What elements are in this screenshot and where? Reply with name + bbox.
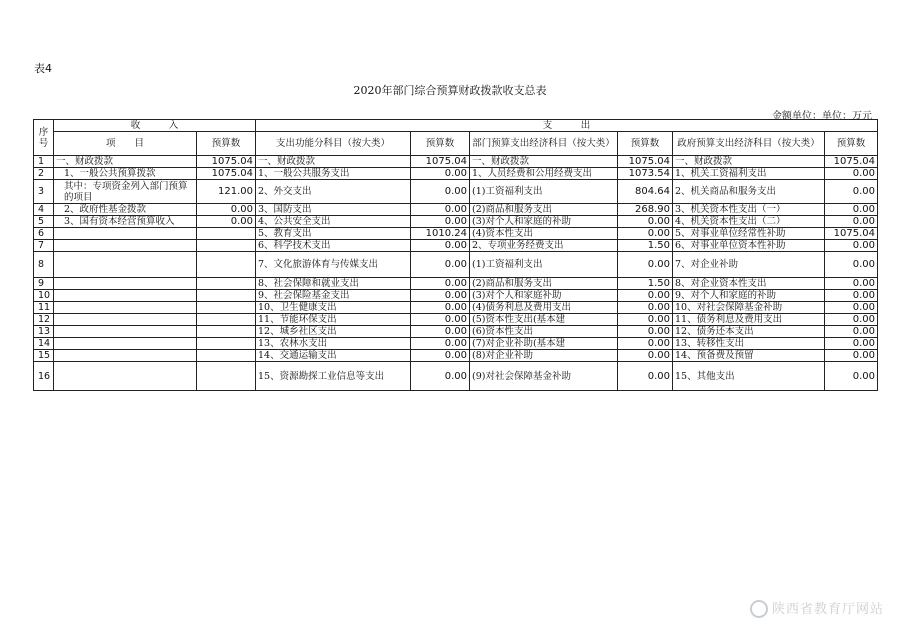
income-item	[54, 362, 197, 391]
header-row-1	[34, 120, 878, 132]
gov-budget: 1075.04	[825, 228, 878, 240]
income-item	[54, 314, 197, 326]
row-seq: 6	[34, 228, 54, 240]
dept-budget: 0.00	[618, 326, 673, 338]
gov-econ: 3、机关资本性支出（一）	[673, 204, 825, 216]
func-budget: 1075.04	[411, 156, 470, 168]
row-seq: 5	[34, 216, 54, 228]
func-subject: 15、资源勘探工业信息等支出	[256, 362, 411, 391]
gov-econ: 9、对个人和家庭的补助	[673, 290, 825, 302]
income-budget: 1075.04	[197, 168, 256, 180]
watermark: 陕西省教育厅网站	[750, 598, 884, 619]
dept-budget: 1.50	[618, 240, 673, 252]
func-budget: 1010.24	[411, 228, 470, 240]
row-seq: 4	[34, 204, 54, 216]
func-subject: 6、科学技术支出	[256, 240, 411, 252]
dept-econ: (1)工资福利支出	[470, 180, 618, 204]
func-budget: 0.00	[411, 204, 470, 216]
dept-econ: (2)商品和服务支出	[470, 204, 618, 216]
gov-econ: 4、机关资本性支出（二）	[673, 216, 825, 228]
func-subject: 一、财政拨款	[256, 156, 411, 168]
income-budget	[197, 240, 256, 252]
table-row	[34, 228, 878, 240]
gov-econ: 6、对事业单位资本性补助	[673, 240, 825, 252]
income-item	[54, 350, 197, 362]
gov-econ: 15、其他支出	[673, 362, 825, 391]
table-row	[34, 350, 878, 362]
dept-econ: (2)商品和服务支出	[470, 278, 618, 290]
income-budget: 121.00	[197, 180, 256, 204]
func-budget: 0.00	[411, 302, 470, 314]
table-row	[34, 362, 878, 391]
func-subject: 13、农林水支出	[256, 338, 411, 350]
gov-econ: 一、财政拨款	[673, 156, 825, 168]
income-budget	[197, 350, 256, 362]
func-budget: 0.00	[411, 338, 470, 350]
gov-econ: 14、预备费及预留	[673, 350, 825, 362]
row-seq: 2	[34, 168, 54, 180]
income-budget	[197, 362, 256, 391]
row-seq: 11	[34, 302, 54, 314]
table-row	[34, 216, 878, 228]
dept-budget: 0.00	[618, 252, 673, 278]
func-subject: 10、卫生健康支出	[256, 302, 411, 314]
dept-econ: (9)对社会保障基金补助	[470, 362, 618, 391]
gov-budget: 0.00	[825, 204, 878, 216]
func-subject: 4、公共安全支出	[256, 216, 411, 228]
gov-econ: 7、对企业补助	[673, 252, 825, 278]
dept-econ: (5)资本性支出(基本建	[470, 314, 618, 326]
dept-econ: (3)对个人和家庭补助	[470, 290, 618, 302]
func-budget: 0.00	[411, 252, 470, 278]
gov-econ: 13、转移性支出	[673, 338, 825, 350]
dept-budget: 1073.54	[618, 168, 673, 180]
table-row	[34, 156, 878, 168]
func-budget: 0.00	[411, 314, 470, 326]
header-seq: 序号	[34, 120, 54, 156]
func-budget: 0.00	[411, 168, 470, 180]
header-item: 项 目	[54, 132, 197, 156]
dept-budget: 804.64	[618, 180, 673, 204]
income-budget: 1075.04	[197, 156, 256, 168]
dept-budget: 0.00	[618, 314, 673, 326]
dept-econ: (3)对个人和家庭的补助	[470, 216, 618, 228]
row-seq: 13	[34, 326, 54, 338]
budget-table	[33, 119, 878, 391]
func-budget: 0.00	[411, 278, 470, 290]
row-seq: 15	[34, 350, 54, 362]
func-subject: 11、节能环保支出	[256, 314, 411, 326]
dept-econ: (7)对企业补助(基本建	[470, 338, 618, 350]
gov-budget: 0.00	[825, 302, 878, 314]
header-income: 收 入	[54, 120, 256, 132]
income-item: 其中：专项资金列入部门预算的项目	[54, 180, 197, 204]
table-row	[34, 326, 878, 338]
gov-econ: 5、对事业单位经常性补助	[673, 228, 825, 240]
row-seq: 7	[34, 240, 54, 252]
table-row	[34, 338, 878, 350]
header-dept-econ: 部门预算支出经济科目（按大类）	[470, 132, 618, 156]
gov-budget: 0.00	[825, 290, 878, 302]
gov-econ: 2、机关商品和服务支出	[673, 180, 825, 204]
row-seq: 14	[34, 338, 54, 350]
table-tag: 表4	[34, 62, 52, 75]
income-budget	[197, 290, 256, 302]
func-subject: 12、城乡社区支出	[256, 326, 411, 338]
income-item	[54, 338, 197, 350]
income-item	[54, 302, 197, 314]
func-budget: 0.00	[411, 216, 470, 228]
gov-econ: 11、债务利息及费用支出	[673, 314, 825, 326]
dept-budget: 0.00	[618, 362, 673, 391]
dept-budget: 1075.04	[618, 156, 673, 168]
dept-econ: (6)资本性支出	[470, 326, 618, 338]
dept-budget: 0.00	[618, 228, 673, 240]
gov-budget: 0.00	[825, 338, 878, 350]
dept-econ: 一、财政拨款	[470, 156, 618, 168]
table-row	[34, 204, 878, 216]
gov-budget: 0.00	[825, 252, 878, 278]
func-budget: 0.00	[411, 350, 470, 362]
func-subject: 2、外交支出	[256, 180, 411, 204]
income-budget: 0.00	[197, 204, 256, 216]
table-row	[34, 278, 878, 290]
table-row	[34, 240, 878, 252]
income-budget	[197, 278, 256, 290]
gov-budget: 0.00	[825, 216, 878, 228]
row-seq: 12	[34, 314, 54, 326]
dept-econ: (8)对企业补助	[470, 350, 618, 362]
income-item: 3、国有资本经营预算收入	[54, 216, 197, 228]
income-item: 2、政府性基金拨款	[54, 204, 197, 216]
income-item: 一、财政拨款	[54, 156, 197, 168]
dept-econ: (4)债务利息及费用支出	[470, 302, 618, 314]
func-subject: 3、国防支出	[256, 204, 411, 216]
header-budget-func: 预算数	[411, 132, 470, 156]
header-expense: 支 出	[256, 120, 878, 132]
func-subject: 7、文化旅游体育与传媒支出	[256, 252, 411, 278]
unit-label: 金额单位：单位：万元	[772, 111, 872, 122]
func-subject: 14、交通运输支出	[256, 350, 411, 362]
func-budget: 0.00	[411, 362, 470, 391]
header-budget-dept: 预算数	[618, 132, 673, 156]
func-subject: 8、社会保障和就业支出	[256, 278, 411, 290]
func-budget: 0.00	[411, 290, 470, 302]
row-seq: 9	[34, 278, 54, 290]
income-item	[54, 228, 197, 240]
income-budget	[197, 252, 256, 278]
income-budget	[197, 338, 256, 350]
income-budget	[197, 302, 256, 314]
func-subject: 5、教育支出	[256, 228, 411, 240]
dept-econ: 2、专项业务经费支出	[470, 240, 618, 252]
gov-budget: 0.00	[825, 278, 878, 290]
gov-budget: 0.00	[825, 326, 878, 338]
table-row	[34, 290, 878, 302]
dept-budget: 1.50	[618, 278, 673, 290]
gov-budget: 1075.04	[825, 156, 878, 168]
func-subject: 1、一般公共服务支出	[256, 168, 411, 180]
func-budget: 0.00	[411, 326, 470, 338]
dept-econ: (1)工资福利支出	[470, 252, 618, 278]
income-item	[54, 290, 197, 302]
emblem-icon	[750, 600, 768, 618]
gov-budget: 0.00	[825, 314, 878, 326]
income-item	[54, 240, 197, 252]
income-budget	[197, 326, 256, 338]
header-budget-gov: 预算数	[825, 132, 878, 156]
gov-budget: 0.00	[825, 168, 878, 180]
income-item	[54, 252, 197, 278]
gov-econ: 10、对社会保障基金补助	[673, 302, 825, 314]
gov-econ: 8、对企业资本性支出	[673, 278, 825, 290]
header-row-2	[34, 132, 878, 156]
dept-econ: (4)资本性支出	[470, 228, 618, 240]
income-item: 1、一般公共预算拨款	[54, 168, 197, 180]
func-budget: 0.00	[411, 180, 470, 204]
dept-budget: 0.00	[618, 216, 673, 228]
row-seq: 16	[34, 362, 54, 391]
gov-budget: 0.00	[825, 350, 878, 362]
table-row	[34, 180, 878, 204]
dept-budget: 0.00	[618, 350, 673, 362]
header-gov-econ: 政府预算支出经济科目（按大类）	[673, 132, 825, 156]
gov-econ: 12、债务还本支出	[673, 326, 825, 338]
gov-econ: 1、机关工资福利支出	[673, 168, 825, 180]
row-seq: 10	[34, 290, 54, 302]
row-seq: 1	[34, 156, 54, 168]
income-budget: 0.00	[197, 216, 256, 228]
table-row	[34, 252, 878, 278]
table-row	[34, 168, 878, 180]
row-seq: 8	[34, 252, 54, 278]
header-func-subject: 支出功能分科目（按大类）	[256, 132, 411, 156]
income-item	[54, 278, 197, 290]
header-budget-income: 预算数	[197, 132, 256, 156]
func-subject: 9、社会保险基金支出	[256, 290, 411, 302]
dept-budget: 0.00	[618, 302, 673, 314]
table-row	[34, 314, 878, 326]
row-seq: 3	[34, 180, 54, 204]
dept-budget: 268.90	[618, 204, 673, 216]
income-item	[54, 326, 197, 338]
dept-budget: 0.00	[618, 338, 673, 350]
income-budget	[197, 314, 256, 326]
gov-budget: 0.00	[825, 240, 878, 252]
income-budget	[197, 228, 256, 240]
dept-econ: 1、人员经费和公用经费支出	[470, 168, 618, 180]
gov-budget: 0.00	[825, 362, 878, 391]
gov-budget: 0.00	[825, 180, 878, 204]
dept-budget: 0.00	[618, 290, 673, 302]
func-budget: 0.00	[411, 240, 470, 252]
table-row	[34, 302, 878, 314]
page-title: 2020年部门综合预算财政拨款收支总表	[353, 84, 547, 97]
